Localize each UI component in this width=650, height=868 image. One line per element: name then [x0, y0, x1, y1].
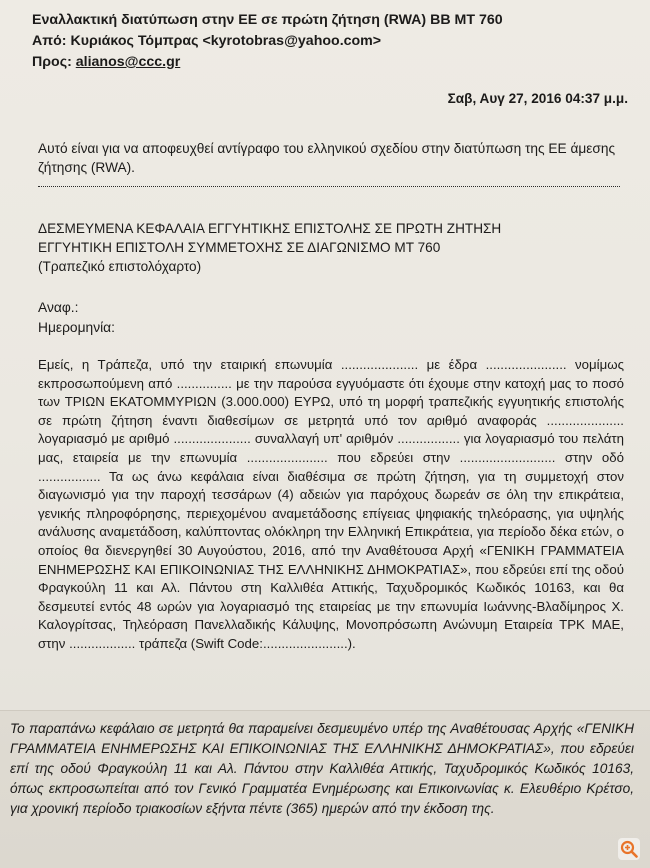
to-email-link[interactable]: alianos@ccc.gr — [75, 54, 181, 70]
zoom-magnifier-icon[interactable] — [618, 838, 640, 860]
heading-line-1: ΔΕΣΜΕΥΜΕΝΑ ΚΕΦΑΛΑΙΑ ΕΓΓΥΗΤΙΚΗΣ ΕΠΙΣΤΟΛΗΣ ΣΕ ΠΡΩΤΗ ΖΗΤΗΣΗ — [38, 221, 502, 236]
heading-line-3: (Τραπεζικό επιστολόχαρτο) — [38, 259, 202, 274]
email-to — [32, 52, 632, 73]
reference-block — [38, 298, 115, 338]
email-from — [32, 31, 632, 52]
guarantee-body — [38, 356, 624, 654]
letter-heading — [38, 219, 628, 276]
email-subject: Εναλλακτική διατύπωση στην ΕΕ σε πρώτη ζήτηση (RWA) ΒΒ ΜΤ 760 — [32, 12, 503, 28]
second-page-fragment — [0, 710, 650, 868]
date-label: Ημερομηνία: — [38, 320, 115, 335]
from-value: Κυριάκος Τόμπρας <kyrotobras@yahoo.com> — [70, 33, 382, 49]
from-label: Από: — [32, 33, 67, 49]
heading-line-2: ΕΓΓΥΗΤΙΚΗ ΕΠΙΣΤΟΛΗ ΣΥΜΜΕΤΟΧΗΣ ΣΕ ΔΙΑΓΩΝΙΣΜΟ ΜΤ 760 — [38, 240, 441, 255]
email-date: Σαβ, Αυγ 27, 2016 04:37 μ.μ. — [447, 91, 628, 106]
to-label: Προς: — [32, 54, 72, 70]
ref-label: Αναφ.: — [38, 300, 79, 315]
final-paragraph: Το παραπάνω κεφάλαιο σε μετρητά θα παραμείνει δεσμευμένο υπέρ της Αναθέτουσας Αρχής «ΓΕΝΙΚΗ ΓΡΑΜΜΑΤΕΙΑ ΕΝΗΜΕΡΩΣΗΣ ΚΑΙ ΕΠΙΚΟΙΝΩΝΙΑΣ ΤΗΣ ΕΛΛΗΝΙΚΗΣ ΔΗΜΟΚΡΑΤΙΑΣ», που εδρεύει επί της οδού Φραγκούλη 11 και Αλ. Πάντου στην Καλλιθέα Αττικής, Ταχυδρομικός Κωδικός 10163, όπως εκπροσωπείται από τον Γενικό Γραμματέα Ενημέρωσης και Επικοινωνίας κ. Ελευθέριο Κρέτσο, για χρονική περίοδο τριακοσίων εξήντα πέντε (365) ημερών από την έκδοση της. — [10, 721, 634, 816]
intro-paragraph: Αυτό είναι για να αποφευχθεί αντίγραφο του ελληνικού σχεδίου στην διατύπωση της ΕΕ άμεσης ζήτησης (RWA). — [38, 141, 616, 175]
body-paragraph: Εμείς, η Τράπεζα, υπό την εταιρική επωνυμία ..................... με έδρα ...................... νομίμως εκπροσωπούμενη από ............... με την παρούσα εγγυόμαστε ότι έχουμε στην κατοχή μας το ποσό των ΤΡΙΩΝ ΕΚΑΤΟΜΜΥΡΙΩΝ (3.000.000) ΕΥΡΩ, υπό τη μορφή τραπεζικής εγγυητικής επιστολής σε πρώτη ζήτηση έναντι διαθεσίμων σε μετρητά υπό τον αριθμό αναφοράς ..................... λογαριασμό με αριθμό ..................... συναλλαγή υπ' αριθμόν ................. για λογαριασμό του πελάτη μας, εταιρεία με την επωνυμία ...................... που εδρεύει στην .......................... στην οδό ................. Τα ως άνω κεφάλαια είναι διαθέσιμα σε πρώτη ζήτηση, για τη συμμετοχή στον διαγωνισμό για την παροχή τεσσάρων (4) αδειών για παρόχους δωρεάν σε όλη την επικράτεια, γενικής πληροφόρησης, περιεχομένου αναμετάδοσης επίγειας ψηφιακής τηλεόρασης, για υψηλής ανάλυσης αναμετάδοση, καλύπτοντας ολόκληρη την Ελληνική Επικράτεια, για περίοδο δέκα ετών, ο οποίος θα διενεργηθεί 30 Αυγούστου, 2016, από την Αναθέτουσα Αρχή «ΓΕΝΙΚΗ ΓΡΑΜΜΑΤΕΙΑ ΕΝΗΜΕΡΩΣΗΣ ΚΑΙ ΕΠΙΚΟΙΝΩΝΙΑΣ ΤΗΣ ΕΛΛΗΝΙΚΗΣ ΔΗΜΟΚΡΑΤΙΑΣ», που εδρεύει επί της οδού Φραγκούλη 11 και Αλ. Πάντου στη Καλλιθέα Αττικής, Ταχυδρομικός Κωδικός 10163, και θα δεσμευτεί εντός 48 ωρών για λογαριασμό της εταιρείας με την επωνυμία Ιωάννης-Βλαδίμηρος Χ. Καλογρίτσας, Τηλεόραση Πανελλαδικής Κάλυψης, Μονοπρόσωπη Ανώνυμη Εταιρεία ΤΡΚ ΜΑΕ, στην .................. τράπεζα (Swift Code:.......................). — [38, 357, 624, 651]
dotted-divider — [38, 186, 620, 187]
email-header — [32, 10, 632, 73]
